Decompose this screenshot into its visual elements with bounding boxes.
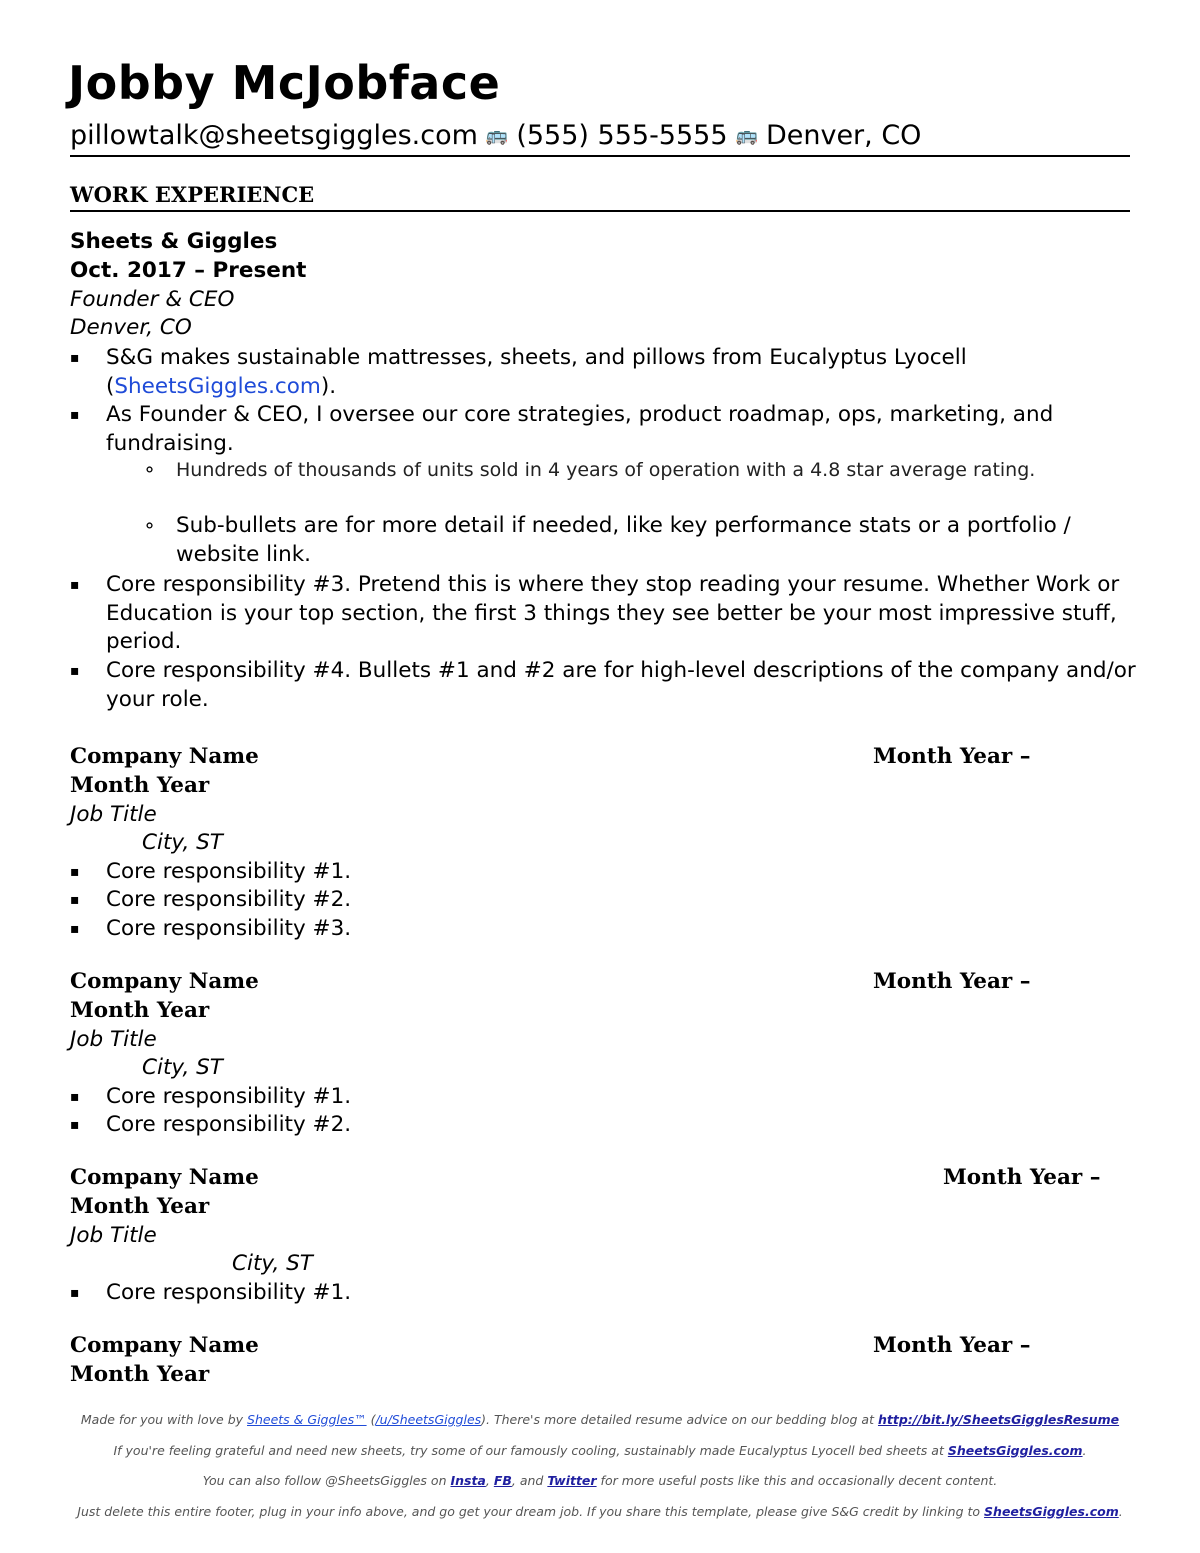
job-title: Job Title bbox=[70, 802, 157, 827]
job-dates-end: Month Year bbox=[70, 998, 210, 1023]
list-item: Core responsibility #3. Pretend this is where they stop reading your resume. Whether Work or Education is your top section, the first 3 things they see better be your most impressive stuff, period. bbox=[106, 572, 1120, 654]
sheetsgiggles-site-link[interactable]: SheetsGiggles.com bbox=[947, 1443, 1083, 1458]
company-name: Company Name bbox=[70, 744, 259, 769]
twitter-link[interactable]: Twitter bbox=[547, 1473, 597, 1488]
square-bullet-icon: ▪ bbox=[70, 577, 80, 593]
list-item: Core responsibility #1. bbox=[106, 1084, 352, 1109]
job-location: Denver, CO bbox=[70, 315, 192, 340]
job-dates-start: Month Year – bbox=[873, 1333, 1031, 1358]
phone: (555) 555-5555 bbox=[516, 120, 728, 151]
company-name: Company Name bbox=[70, 1333, 259, 1358]
job-dates-start: Month Year – bbox=[873, 744, 1031, 769]
job-title: Founder & CEO bbox=[70, 287, 235, 312]
job-title: Job Title bbox=[70, 1223, 157, 1248]
sheetsgiggles-credit-link[interactable]: SheetsGiggles.com bbox=[984, 1504, 1119, 1519]
sub-list-item: Sub-bullets are for more detail if needed, like key performance stats or a portfolio / website link. bbox=[176, 513, 1071, 567]
candidate-name: Jobby McJobface bbox=[68, 56, 501, 110]
list-item: Core responsibility #1. bbox=[106, 1280, 352, 1305]
footer-line-4: Just delete this entire footer, plug in your info above, and go get your dream job. If you share this template, please give S&G credit by linking to SheetsGiggles.com. bbox=[77, 1504, 1123, 1519]
job-dates-end: Month Year bbox=[70, 1362, 210, 1387]
square-bullet-icon: ▪ bbox=[70, 864, 80, 880]
email[interactable]: pillowtalk@sheetsgiggles.com bbox=[70, 120, 478, 151]
square-bullet-icon: ▪ bbox=[70, 921, 80, 937]
section-heading-work-experience: WORK EXPERIENCE bbox=[70, 182, 1130, 212]
list-item: Core responsibility #1. bbox=[106, 859, 352, 884]
square-bullet-icon: ▪ bbox=[70, 1117, 80, 1133]
job-location: City, ST bbox=[142, 830, 223, 855]
sheetsgiggles-link[interactable]: SheetsGiggles.com bbox=[114, 373, 321, 399]
job-location: City, ST bbox=[142, 1055, 223, 1080]
location: Denver, CO bbox=[765, 120, 922, 151]
circle-bullet-icon: ⚬ bbox=[142, 460, 158, 481]
list-item: As Founder & CEO, I oversee our core strategies, product roadmap, ops, marketing, and fundraising. bbox=[106, 402, 1054, 456]
list-item: Core responsibility #4. Bullets #1 and #2 are for high-level descriptions of the company and/or your role. bbox=[106, 658, 1136, 712]
job-title: Job Title bbox=[70, 1027, 157, 1052]
job-dates-end: Month Year bbox=[70, 773, 210, 798]
list-item: Core responsibility #2. bbox=[106, 1112, 352, 1137]
square-bullet-icon: ▪ bbox=[70, 407, 80, 423]
resume-blog-link[interactable]: http://bit.ly/SheetsGigglesResume bbox=[877, 1412, 1120, 1427]
square-bullet-icon: ▪ bbox=[70, 892, 80, 908]
footer-line-1: Made for you with love by Sheets & Giggles™ (/u/SheetsGiggles). There's more detailed resume advice on our bedding blog at http://bit.ly/SheetsGigglesResume bbox=[80, 1412, 1120, 1427]
company-name: Company Name bbox=[70, 969, 259, 994]
circle-bullet-icon: ⚬ bbox=[142, 516, 158, 537]
contact-line bbox=[70, 119, 1130, 157]
list-item: S&G makes sustainable mattresses, sheets, and pillows from Eucalyptus Lyocell (SheetsGiggles.com). bbox=[106, 345, 967, 399]
list-item: Core responsibility #3. bbox=[106, 916, 352, 941]
company-name: Company Name bbox=[70, 1165, 259, 1190]
list-item: Core responsibility #2. bbox=[106, 887, 352, 912]
job-dates: Oct. 2017 – Present bbox=[70, 258, 307, 283]
sheets-giggles-link[interactable]: Sheets & Giggles™ bbox=[247, 1412, 367, 1427]
square-bullet-icon: ▪ bbox=[70, 1089, 80, 1105]
insta-link[interactable]: Insta bbox=[450, 1473, 486, 1488]
job-dates-start: Month Year – bbox=[943, 1165, 1101, 1190]
footer-line-2: If you're feeling grateful and need new sheets, try some of our famously cooling, sustainably made Eucalyptus Lyocell bed sheets at SheetsGiggles.com. bbox=[113, 1443, 1087, 1458]
company-name: Sheets & Giggles bbox=[70, 229, 278, 254]
square-bullet-icon: ▪ bbox=[70, 663, 80, 679]
bus-icon: 🚌 bbox=[735, 125, 758, 146]
job-location: City, ST bbox=[232, 1251, 313, 1276]
job-dates-end: Month Year bbox=[70, 1194, 210, 1219]
sub-list-item: Hundreds of thousands of units sold in 4 years of operation with a 4.8 star average rating. bbox=[176, 459, 1036, 481]
square-bullet-icon: ▪ bbox=[70, 1285, 80, 1301]
reddit-link[interactable]: /u/SheetsGiggles bbox=[375, 1412, 482, 1427]
fb-link[interactable]: FB bbox=[493, 1473, 512, 1488]
footer-line-3: You can also follow @SheetsGiggles on Insta, FB, and Twitter for more useful posts like this and occasionally decent content. bbox=[202, 1473, 998, 1488]
job-dates-start: Month Year – bbox=[873, 969, 1031, 994]
square-bullet-icon: ▪ bbox=[70, 350, 80, 366]
bus-icon: 🚌 bbox=[485, 125, 509, 146]
